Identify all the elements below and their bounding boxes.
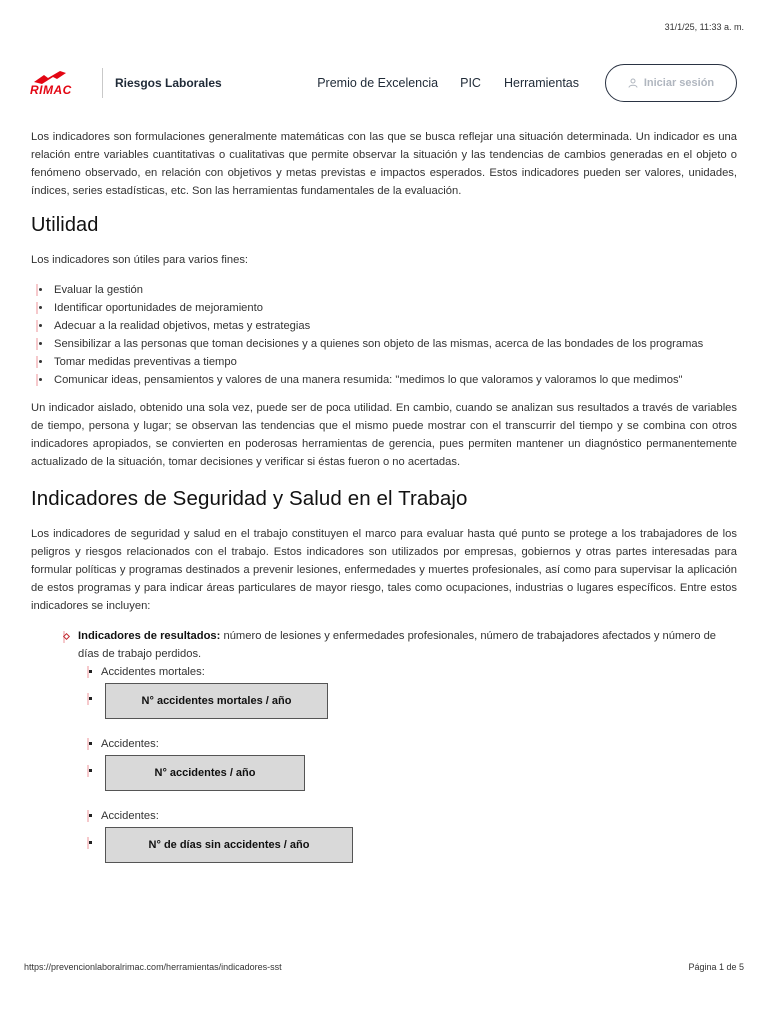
indicator-list — [31, 627, 737, 863]
print-datetime: 31/1/25, 11:33 a. m. — [664, 22, 744, 32]
square-bullet-icon — [89, 670, 92, 673]
square-bullet-icon — [89, 769, 92, 772]
formula-box: N° accidentes / año — [105, 755, 305, 791]
square-bullet-icon — [89, 697, 92, 700]
formula-box: N° de días sin accidentes / año — [105, 827, 353, 863]
formula-row — [31, 683, 737, 719]
logo-wordmark: RIMAC — [30, 83, 72, 97]
list-item: Identificar oportunidades de mejoramiento — [31, 299, 737, 317]
square-bullet-icon — [89, 814, 92, 817]
utilidad-list — [31, 281, 737, 389]
login-button[interactable] — [605, 64, 737, 102]
site-header — [30, 62, 737, 104]
footer-page-number: Página 1 de 5 — [688, 962, 744, 972]
list-item: Evaluar la gestión — [31, 281, 737, 299]
sub-item-label: Accidentes: — [31, 735, 737, 753]
sub-item-label: Accidentes mortales: — [31, 663, 737, 681]
list-item: Tomar medidas preventivas a tiempo — [31, 353, 737, 371]
list-item: Sensibilizar a las personas que toman decisiones y a quienes son objeto de las mismas, acerca de las bondades de los programas — [31, 335, 737, 353]
article-content — [31, 128, 737, 863]
utilidad-lead: Los indicadores son útiles para varios fines: — [31, 254, 249, 266]
section-title-utilidad: Utilidad — [31, 214, 99, 236]
nav-pic[interactable]: PIC — [460, 76, 481, 90]
list-item: Adecuar a la realidad objetivos, metas y estrategias — [31, 317, 737, 335]
user-icon — [628, 78, 638, 88]
square-bullet-icon — [89, 742, 92, 745]
footer-url: https://prevencionlaboralrimac.com/herramientas/indicadores-sst — [24, 962, 282, 972]
indicator-resultados — [31, 627, 737, 663]
intro-paragraph: Los indicadores son formulaciones generalmente matemáticas con las que se busca reflejar una situación determinada. Un indicador es una relación entre variables cuantitativas o cualitativas que permite observar la situación y las tendencias de cambios generadas en el objeto o fenómeno observado, en relación con objetivos y metas previstas e impactos esperados. Estos indicadores pueden ser valores, unidades, índices, series estadísticas, etc. Son las herramientas fundamentales de la evaluación. — [31, 131, 737, 197]
sst-paragraph: Los indicadores de seguridad y salud en el trabajo constituyen el marco para evaluar hasta qué punto se protege a los trabajadores de los peligros y riesgos relacionados con el trabajo. Estos indicadores son utilizados por empresas, gobiernos y otras partes interesadas para formular políticas y programas destinados a prevenir lesiones, enfermedades y muertes profesionales, así como para supervisar la aplicación de estos programas y para indicar áreas particulares de mayor riesgo, tales como ocupaciones, industrias o lugares específicos. Entre estos indicadores se incluyen: — [31, 528, 737, 612]
indicator-resultados-label: Indicadores de resultados: — [78, 630, 221, 642]
aislado-paragraph: Un indicador aislado, obtenido una sola vez, puede ser de poca utilidad. En cambio, cuando se analizan sus resultados a través de variables de tiempo, persona y lugar; se observan las tendencias que el mismo puede mostrar con el transcurrir del tiempo y se combina con otros indicadores apropiados, se convierten en poderosas herramientas de gerencia, pues permiten mantener un diagnóstico permanentemente actualizado de la situación, tomar decisiones y verificar si éstas fueron o no acertadas. — [31, 402, 737, 468]
nav-herramientas[interactable]: Herramientas — [503, 76, 579, 90]
main-nav — [317, 64, 737, 102]
square-bullet-icon — [89, 841, 92, 844]
login-label: Iniciar sesión — [643, 77, 715, 89]
formula-row — [31, 755, 737, 791]
site-name[interactable]: Riesgos Laborales — [115, 76, 222, 90]
sub-item-label: Accidentes: — [31, 807, 737, 825]
rimac-logo[interactable] — [30, 69, 92, 97]
formula-box: N° accidentes mortales / año — [105, 683, 328, 719]
indicator-resultados-text: número de lesiones y enfermedades profesionales, número de trabajadores afectados y número de días de trabajo perdidos. — [78, 630, 717, 660]
print-footer — [24, 962, 744, 972]
formula-row — [31, 827, 737, 863]
list-item: Comunicar ideas, pensamientos y valores de una manera resumida: "medimos lo que valoramos y valoramos lo que medimos" — [31, 371, 737, 389]
nav-premio-excelencia[interactable]: Premio de Excelencia — [317, 76, 439, 90]
section-title-sst: Indicadores de Seguridad y Salud en el Trabajo — [31, 487, 468, 510]
header-divider — [102, 68, 103, 98]
